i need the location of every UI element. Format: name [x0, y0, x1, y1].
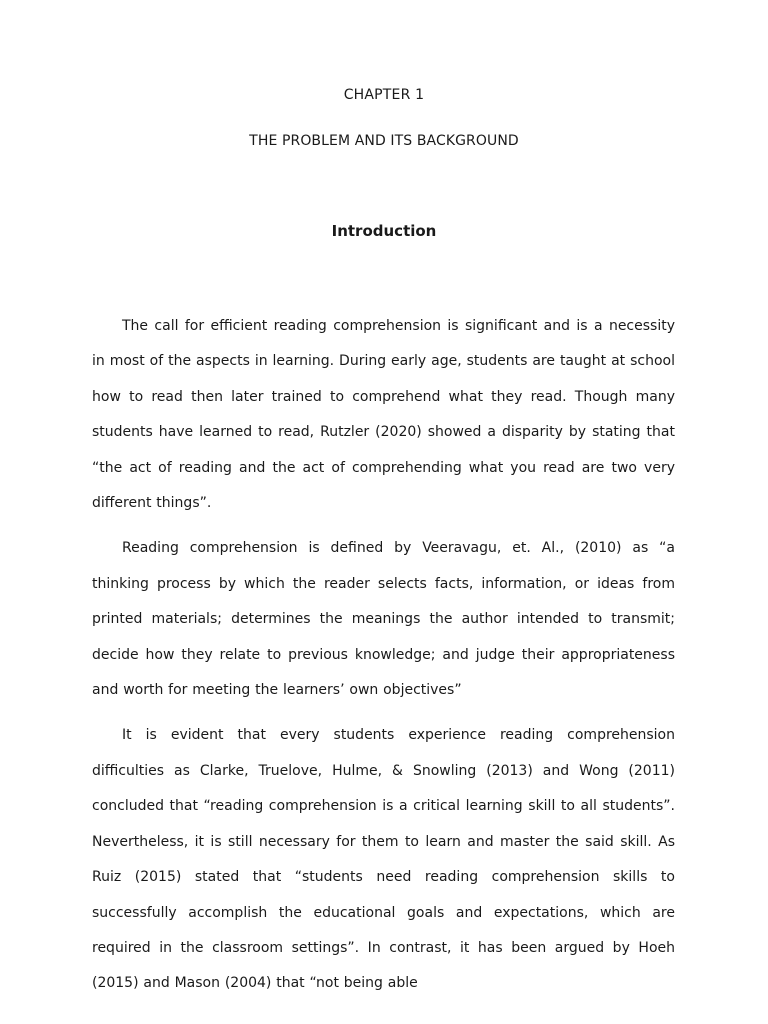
paragraph: It is evident that every students experience reading comprehension difficulties as Clarke, Truelove, Hulme, & Snowling (2013) and Wong (2011) concluded that “reading comprehension is a critical learning skill to all students”. Nevertheless, it is still necessary for them to learn and master the said skill. As Ruiz (2015) stated that “students need reading comprehension skills to successfully accomplish the educational goals and expectations, which are required in the classroom settings”. In contrast, it has been argued by Hoeh (2015) and Mason (2004) that “not being able [92, 727, 675, 992]
paragraph: Reading comprehension is defined by Veeravagu, et. Al., (2010) as “a thinking process by which the reader selects facts, information, or ideas from printed materials; determines the meanings the author intended to transmit; decide how they relate to previous knowledge; and judge their appropriateness and worth for meeting the learners’ own objectives” [92, 540, 675, 699]
section-heading: Introduction [331, 222, 437, 240]
body-text [92, 309, 675, 1012]
chapter-label: CHAPTER 1 [343, 87, 425, 103]
chapter-title: THE PROBLEM AND ITS BACKGROUND [249, 133, 519, 149]
paragraph: The call for efficient reading comprehension is significant and is a necessity in most of the aspects in learning. During early age, students are taught at school how to read then later trained to comprehend what they read. Though many students have learned to read, Rutzler (2020) showed a disparity by stating that “the act of reading and the act of comprehending what you read are two very different things”. [92, 318, 675, 512]
